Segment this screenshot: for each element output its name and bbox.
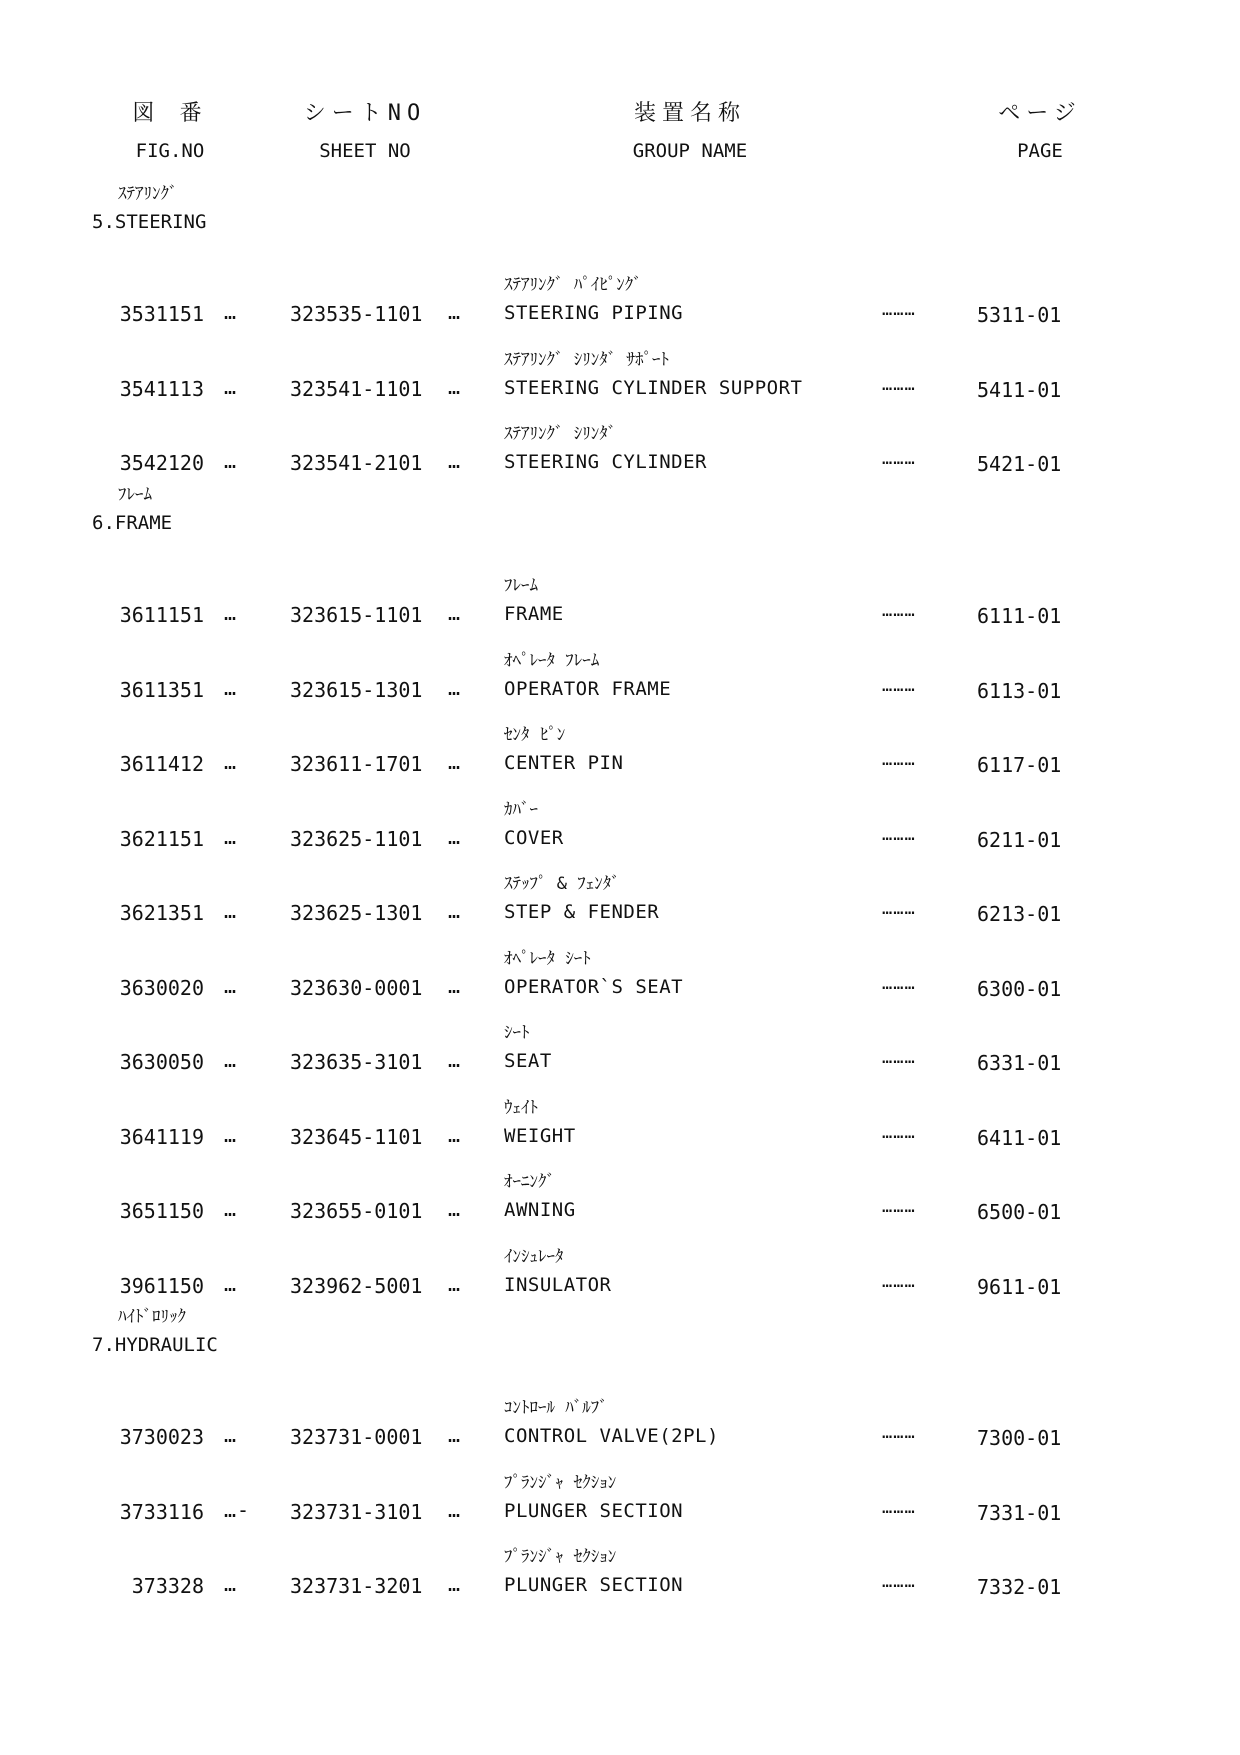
page-number: 5311-01 — [977, 303, 1062, 327]
page-number: 6500-01 — [977, 1200, 1062, 1224]
dot-leader-1: … — [224, 973, 238, 998]
group-name-en: WEIGHT — [504, 1124, 576, 1147]
table-row — [92, 1012, 1192, 1087]
section-title-en: 7.HYDRAULIC — [92, 1334, 218, 1356]
section-title-jp: ﾊｲﾄﾞﾛﾘｯｸ — [118, 1307, 186, 1327]
dot-leader-2: … — [448, 1048, 462, 1072]
page-leader: ……… — [882, 824, 916, 845]
group-name-jp: ｽﾃｱﾘﾝｸﾞ ﾊﾟｲﾋﾟﾝｸﾞ — [504, 275, 642, 295]
dot-leader-1: … — [224, 675, 238, 700]
fig-number: 3611151 — [119, 603, 204, 627]
dot-leader-2: … — [448, 374, 462, 399]
sheet-number: 323635-3101 — [290, 1050, 423, 1074]
header-sheet-jp: シートNO — [303, 101, 427, 126]
table-row — [92, 565, 1192, 640]
sheet-number: 323615-1101 — [290, 603, 423, 627]
group-name-en: FRAME — [504, 603, 564, 625]
page-leader: ……… — [882, 1122, 916, 1143]
page-leader: ……… — [882, 300, 916, 320]
page-leader: ……… — [882, 973, 916, 994]
group-name-en: COVER — [504, 826, 564, 849]
dot-leader-2: … — [448, 899, 462, 923]
group-name-jp: ｲﾝｼｭﾚｰﾀ — [504, 1246, 564, 1267]
group-name-en: AWNING — [504, 1199, 576, 1221]
fig-number: 3621351 — [119, 901, 204, 925]
dot-leader-1: … — [224, 601, 238, 625]
group-name-jp: ｵｰﾆﾝｸﾞ — [504, 1172, 555, 1192]
sheet-number: 323731-0001 — [290, 1425, 423, 1449]
sheet-number: 323625-1301 — [290, 901, 423, 925]
fig-number: 373328 — [131, 1574, 204, 1598]
group-name-en: STEERING PIPING — [504, 302, 684, 324]
header-fig-jp: 図 番 — [132, 101, 208, 126]
page-leader: ……… — [882, 1271, 916, 1292]
dot-leader-1: …- — [224, 1497, 251, 1522]
section-title-jp: ｽﾃｱﾘﾝｸﾞ — [118, 184, 178, 204]
table-row — [92, 714, 1192, 789]
group-name-jp: ｼｰﾄ — [504, 1023, 530, 1043]
dot-leader-2: … — [448, 973, 462, 998]
section-title — [92, 186, 1192, 250]
page-number: 7332-01 — [977, 1575, 1062, 1599]
table-row — [92, 1536, 1192, 1611]
sheet-number: 323535-1101 — [290, 302, 423, 326]
group-name-en: INSULATOR — [504, 1273, 612, 1296]
group-name-jp: ﾌﾟﾗﾝｼﾞｬ ｾｸｼｮﾝ — [504, 1547, 617, 1567]
group-name-en: CONTROL VALVE(2PL) — [504, 1425, 719, 1447]
table-row — [92, 339, 1192, 414]
header-page-en: PAGE — [1017, 140, 1063, 162]
page-number: 7300-01 — [977, 1426, 1062, 1450]
page-number: 6300-01 — [977, 976, 1062, 1001]
sheet-number: 323962-5001 — [290, 1273, 423, 1298]
table-row — [92, 640, 1192, 715]
table-row — [92, 1087, 1192, 1162]
page-number: 5421-01 — [977, 452, 1062, 476]
page-leader: ……… — [882, 1197, 916, 1217]
section-frame — [92, 487, 1192, 1310]
group-name-en: STEERING CYLINDER — [504, 451, 707, 473]
fig-number: 3733116 — [119, 1499, 204, 1524]
dot-leader-1: … — [224, 899, 238, 923]
page-number: 9611-01 — [977, 1274, 1062, 1299]
page-number: 5411-01 — [977, 377, 1062, 402]
group-name-en: STEERING CYLINDER SUPPORT — [504, 376, 803, 399]
header-page — [985, 103, 1095, 161]
fig-number: 3630050 — [119, 1050, 204, 1074]
section-title — [92, 487, 1192, 551]
fig-number: 3730023 — [119, 1425, 204, 1449]
page-leader: ……… — [882, 1572, 916, 1592]
dot-leader-2: … — [448, 1423, 462, 1447]
group-name-jp: ｵﾍﾟﾚｰﾀ ｼｰﾄ — [504, 948, 591, 969]
section-hydraulic — [92, 1309, 1192, 1611]
sheet-number: 323541-2101 — [290, 451, 423, 475]
fig-number: 3651150 — [119, 1199, 204, 1223]
dot-leader-1: … — [224, 750, 238, 774]
page-number: 7331-01 — [977, 1500, 1062, 1525]
group-name-en: CENTER PIN — [504, 752, 624, 774]
group-name-jp: ｶﾊﾞｰ — [504, 799, 538, 820]
fig-number: 3641119 — [119, 1124, 204, 1149]
page-number: 6411-01 — [977, 1125, 1062, 1150]
group-name-en: PLUNGER SECTION — [504, 1574, 684, 1596]
table-row — [92, 264, 1192, 339]
sheet-number: 323645-1101 — [290, 1124, 423, 1149]
group-name-jp: ｽﾃｱﾘﾝｸﾞ ｼﾘﾝﾀﾞ ｻﾎﾟｰﾄ — [504, 349, 669, 370]
sheet-number: 323541-1101 — [290, 376, 423, 401]
fig-number: 3541113 — [119, 376, 204, 401]
group-name-jp: ｽﾃｱﾘﾝｸﾞ ｼﾘﾝﾀﾞ — [504, 424, 617, 444]
page-leader: ……… — [882, 675, 916, 696]
dot-leader-2: … — [448, 675, 462, 700]
table-row — [92, 863, 1192, 938]
section-title-en: 5.STEERING — [92, 211, 207, 233]
dot-leader-2: … — [448, 1271, 462, 1296]
table-row — [92, 938, 1192, 1013]
group-name-en: OPERATOR FRAME — [504, 677, 672, 700]
dot-leader-1: … — [224, 824, 238, 849]
table-row — [92, 413, 1192, 488]
header-sheet-no — [295, 103, 435, 161]
page-leader: ……… — [882, 1048, 916, 1068]
sheet-number: 323615-1301 — [290, 677, 423, 702]
table-row — [92, 1387, 1192, 1462]
dot-leader-1: … — [224, 1048, 238, 1072]
dot-leader-1: … — [224, 1197, 238, 1221]
section-title-jp: ﾌﾚｰﾑ — [118, 485, 152, 505]
dot-leader-1: … — [224, 449, 238, 473]
dot-leader-1: … — [224, 374, 238, 399]
group-name-jp: ｺﾝﾄﾛｰﾙ ﾊﾞﾙﾌﾞ — [504, 1398, 608, 1418]
page-leader: ……… — [882, 750, 916, 770]
header-page-jp: ページ — [998, 101, 1082, 126]
fig-number: 3531151 — [119, 302, 204, 326]
table-row — [92, 789, 1192, 864]
page-number: 6117-01 — [977, 753, 1062, 777]
section-steering — [92, 186, 1192, 488]
page-leader: ……… — [882, 449, 916, 469]
page-number: 6211-01 — [977, 827, 1062, 852]
dot-leader-2: … — [448, 750, 462, 774]
header-fig-en: FIG.NO — [135, 140, 205, 162]
section-title-en: 6.FRAME — [92, 512, 173, 534]
page-number: 6331-01 — [977, 1051, 1062, 1075]
dot-leader-2: … — [448, 449, 462, 473]
group-name-jp: ｳｪｲﾄ — [504, 1097, 538, 1118]
page-number: 6113-01 — [977, 678, 1062, 703]
page-leader: ……… — [882, 1497, 916, 1518]
page-number: 6213-01 — [977, 902, 1062, 926]
sheet-number: 323625-1101 — [290, 826, 423, 851]
fig-number: 3961150 — [119, 1273, 204, 1298]
dot-leader-2: … — [448, 1572, 462, 1596]
group-name-jp: ﾌﾚｰﾑ — [504, 576, 538, 596]
dot-leader-1: … — [224, 1122, 238, 1147]
dot-leader-2: … — [448, 824, 462, 849]
dot-leader-1: … — [224, 300, 238, 324]
group-name-jp: ｵﾍﾟﾚｰﾀ ﾌﾚｰﾑ — [504, 650, 600, 671]
page-leader: ……… — [882, 601, 916, 621]
page-leader: ……… — [882, 1423, 916, 1443]
header-sheet-en: SHEET NO — [319, 140, 411, 162]
sheet-number: 323655-0101 — [290, 1199, 423, 1223]
fig-number: 3621151 — [119, 826, 204, 851]
table-row — [92, 1236, 1192, 1311]
dot-leader-2: … — [448, 1197, 462, 1221]
sheet-number: 323611-1701 — [290, 752, 423, 776]
group-name-jp: ｽﾃｯﾌﾟ & ﾌｪﾝﾀﾞ — [504, 874, 620, 894]
fig-number: 3630020 — [119, 975, 204, 1000]
group-name-jp: ﾌﾟﾗﾝｼﾞｬ ｾｸｼｮﾝ — [504, 1472, 617, 1493]
dot-leader-1: … — [224, 1271, 238, 1296]
dot-leader-2: … — [448, 1497, 462, 1522]
sheet-number: 323731-3201 — [290, 1574, 423, 1598]
header-group-jp: 装置名称 — [633, 101, 746, 126]
sheet-number: 323731-3101 — [290, 1499, 423, 1524]
group-name-en: STEP & FENDER — [504, 901, 660, 923]
dot-leader-1: … — [224, 1572, 238, 1596]
group-name-en: OPERATOR`S SEAT — [504, 975, 684, 998]
dot-leader-2: … — [448, 1122, 462, 1147]
group-name-en: SEAT — [504, 1050, 552, 1072]
dot-leader-2: … — [448, 601, 462, 625]
table-row — [92, 1161, 1192, 1236]
fig-number: 3611412 — [119, 752, 204, 776]
group-name-jp: ｾﾝﾀ ﾋﾟﾝ — [504, 725, 566, 745]
table-row — [92, 1462, 1192, 1537]
sheet-number: 323630-0001 — [290, 975, 423, 1000]
group-name-en: PLUNGER SECTION — [504, 1499, 684, 1522]
dot-leader-1: … — [224, 1423, 238, 1447]
header-group-en: GROUP NAME — [632, 140, 748, 162]
fig-number: 3611351 — [119, 677, 204, 702]
dot-leader-2: … — [448, 300, 462, 324]
page-leader: ……… — [882, 374, 916, 395]
fig-number: 3542120 — [119, 451, 204, 475]
page-leader: ……… — [882, 899, 916, 919]
page-number: 6111-01 — [977, 604, 1062, 628]
section-title — [92, 1309, 1192, 1373]
header-fig-no — [110, 103, 230, 161]
header-group-name — [590, 103, 790, 161]
